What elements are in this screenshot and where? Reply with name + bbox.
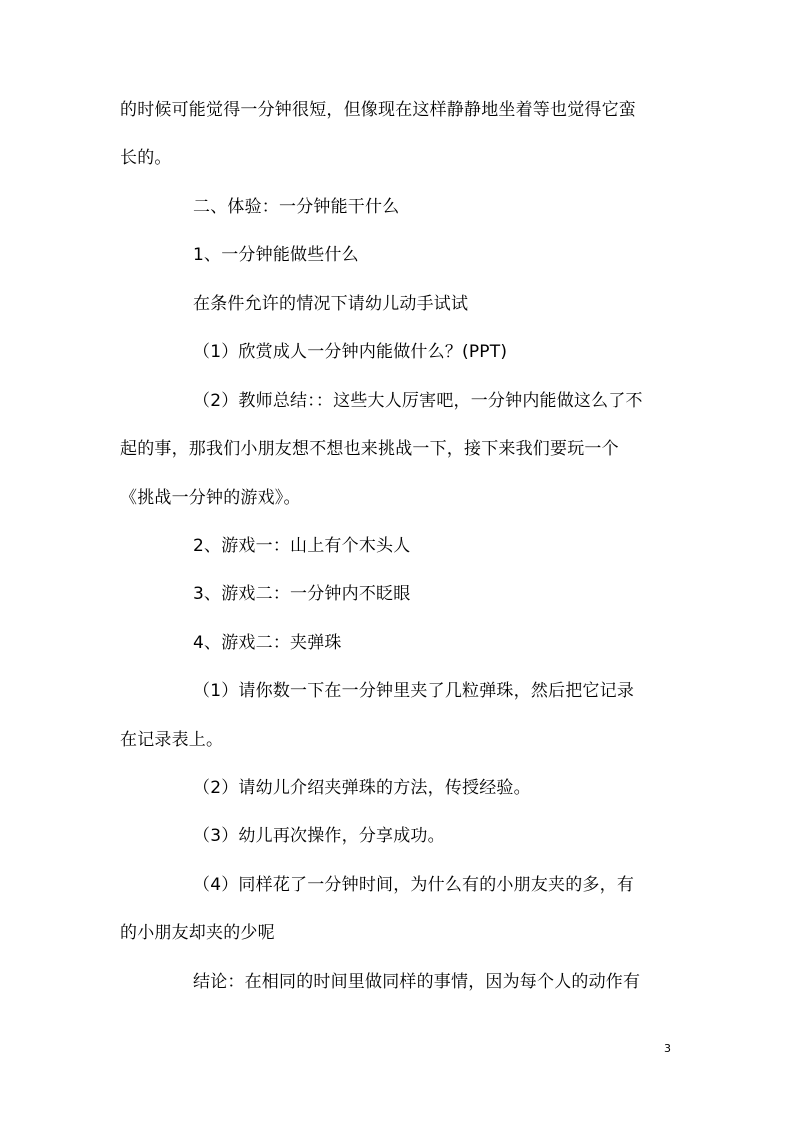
paragraph-line: 《挑战一分钟的游戏》。 <box>120 488 301 508</box>
paragraph-line: 起的事，那我们小朋友想不想也来挑战一下，接下来我们要玩一个 <box>120 439 619 459</box>
subsection-heading: 2、游戏一：山上有个木头人 <box>193 536 411 556</box>
paragraph-line: 的小朋友却夹的少呢 <box>120 923 275 943</box>
paragraph-line: 在记录表上。 <box>120 730 224 750</box>
list-item: （1）请你数一下在一分钟里夹了几粒弹珠，然后把它记录 <box>193 681 635 701</box>
list-item: （2）教师总结：：这些大人厉害吧，一分钟内能做这么了不 <box>193 391 643 411</box>
list-item: （2）请幼儿介绍夹弹珠的方法，传授经验。 <box>193 778 531 798</box>
section-heading: 二、体验：一分钟能干什么 <box>193 197 400 217</box>
list-item: （1）欣赏成人一分钟内能做什么？(PPT) <box>193 342 508 362</box>
subsection-heading: 4、游戏二：夹弹珠 <box>193 633 342 653</box>
page-number: 3 <box>664 1042 671 1055</box>
paragraph-line: 长的。 <box>120 148 172 168</box>
subsection-heading: 3、游戏二：一分钟内不眨眼 <box>193 584 411 604</box>
list-item: （4）同样花了一分钟时间，为什么有的小朋友夹的多，有 <box>193 875 635 895</box>
paragraph-line: 在条件允许的情况下请幼儿动手试试 <box>193 294 469 314</box>
list-item: （3）幼儿再次操作，分享成功。 <box>193 826 445 846</box>
paragraph-line: 结论：在相同的时间里做同样的事情，因为每个人的动作有 <box>193 972 641 992</box>
paragraph-line: 的时候可能觉得一分钟很短，但像现在这样静静地坐着等也觉得它蛮 <box>120 100 636 120</box>
subsection-heading: 1、一分钟能做些什么 <box>193 245 359 265</box>
